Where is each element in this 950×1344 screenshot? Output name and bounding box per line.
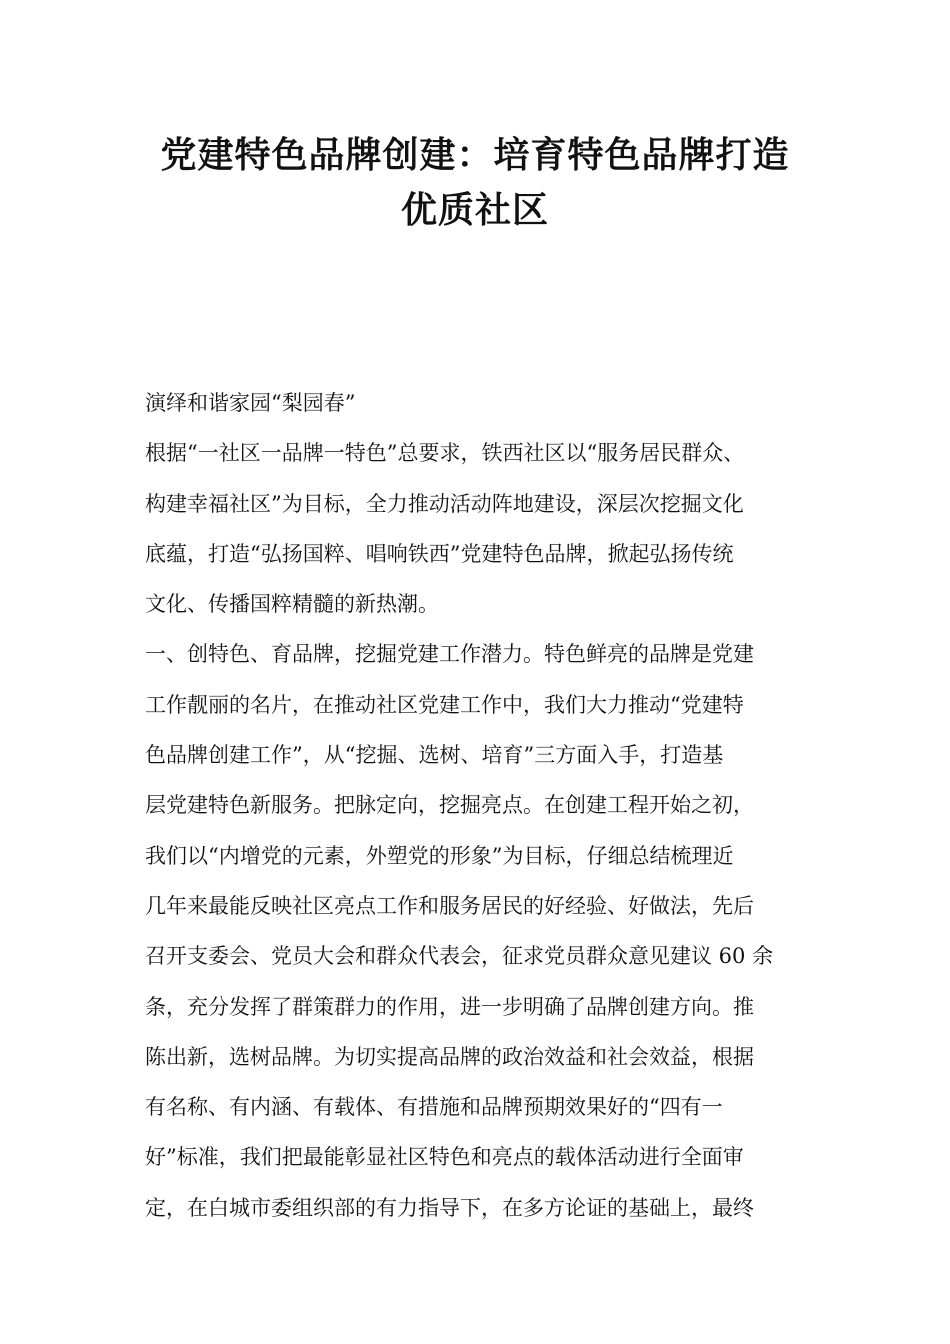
- body-line: 色品牌创建工作”，从“挖掘、选树、培育”三方面入手，打造基: [145, 743, 724, 768]
- body-line: 构建幸福社区”为目标，全力推动活动阵地建设，深层次挖掘文化: [145, 491, 744, 516]
- body-line: 召开支委会、党员大会和群众代表会，征求党员群众意见建议 60 余: [145, 944, 774, 969]
- body-line: 几年来最能反映社区亮点工作和服务居民的好经验、好做法，先后: [145, 893, 754, 918]
- body-line: 根据“一社区一品牌一特色”总要求，铁西社区以“服务居民群众、: [145, 441, 745, 466]
- body-line: 陈出新，选树品牌。为切实提高品牌的政治效益和社会效益，根据: [145, 1044, 754, 1069]
- body-line: 我们以“内增党的元素，外塑党的形象”为目标，仔细总结梳理近: [145, 843, 734, 868]
- title-line: 党建特色品牌创建：培育特色品牌打造: [160, 135, 790, 176]
- section-heading: 演绎和谐家园“梨园春”: [145, 391, 356, 415]
- body-line: 有名称、有内涵、有载体、有措施和品牌预期效果好的“四有一: [145, 1095, 723, 1120]
- document-body: [145, 378, 830, 1233]
- body-line: 文化、传播国粹精髓的新热潮。: [145, 592, 439, 617]
- body-line: 工作靓丽的名片，在推动社区党建工作中，我们大力推动“党建特: [145, 692, 744, 717]
- title-line: 优质社区: [400, 190, 549, 231]
- body-line: 一、创特色、育品牌，挖掘党建工作潜力。特色鲜亮的品牌是党建: [145, 642, 754, 667]
- body-line: 层党建特色新服务。把脉定向，挖掘亮点。在创建工程开始之初，: [145, 793, 754, 818]
- body-line: 好”标准，我们把最能彰显社区特色和亮点的载体活动进行全面审: [145, 1145, 744, 1170]
- body-line: 定，在白城市委组织部的有力指导下，在多方论证的基础上，最终: [145, 1195, 754, 1220]
- document-title: [100, 128, 850, 238]
- body-line: 条，充分发挥了群策群力的作用，进一步明确了品牌创建方向。推: [145, 994, 754, 1019]
- body-line: 底蕴，打造“弘扬国粹、唱响铁西”党建特色品牌，掀起弘扬传统: [145, 541, 734, 566]
